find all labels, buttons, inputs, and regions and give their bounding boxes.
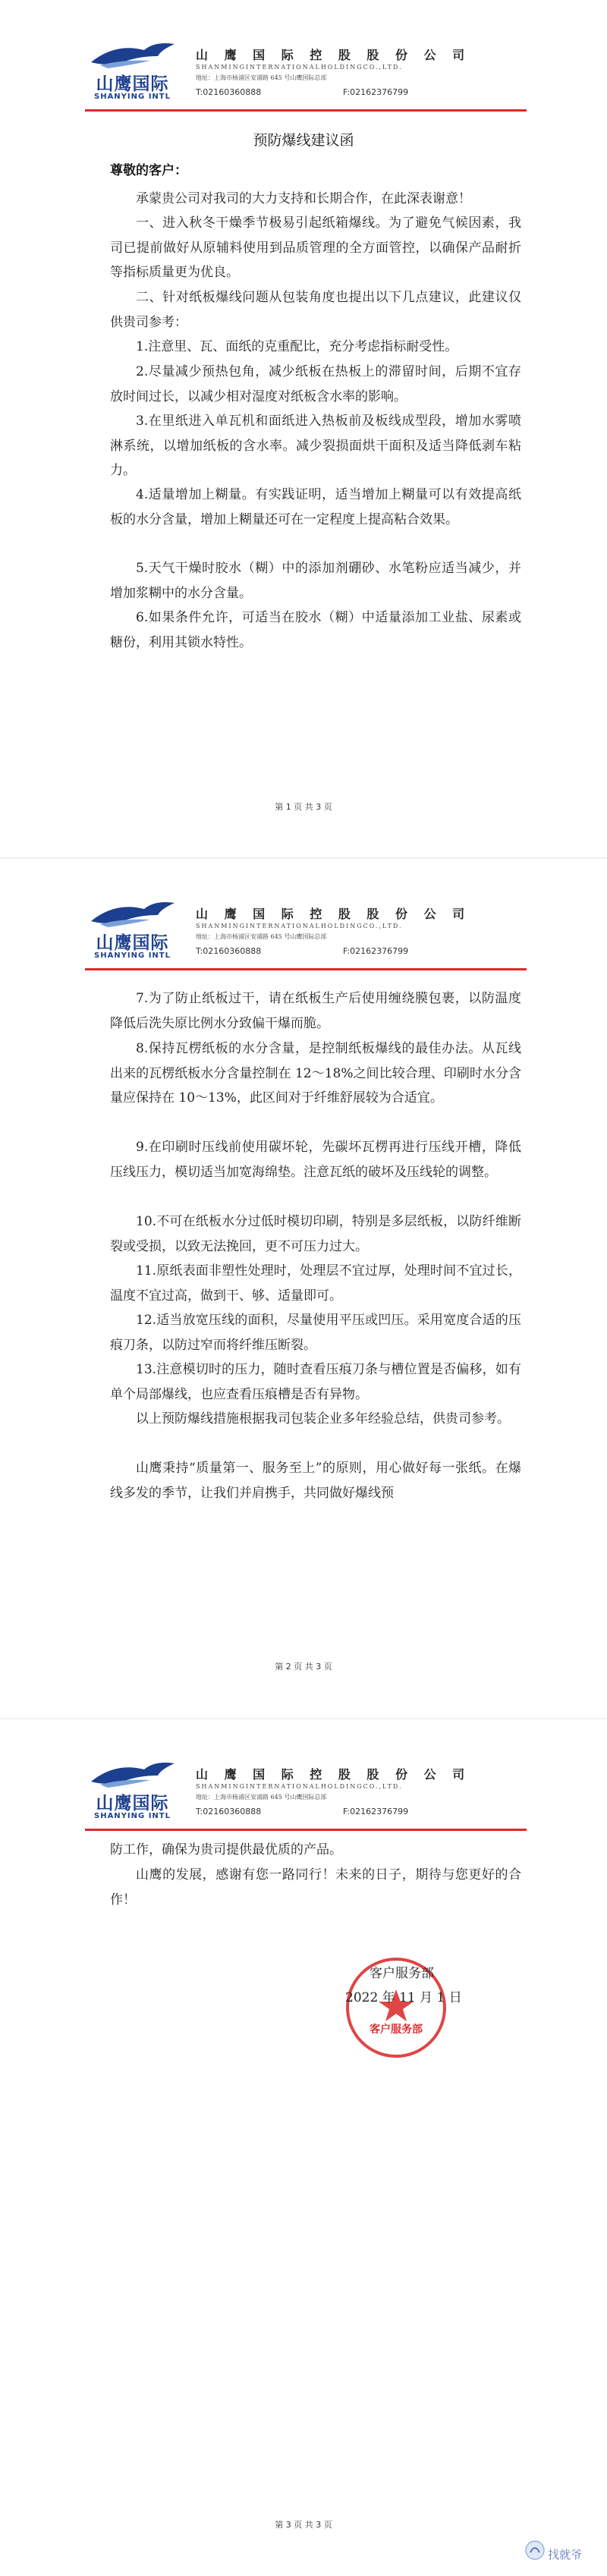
paragraph: 1.注意里、瓦、面纸的克重配比，充分考虑指标耐受性。 bbox=[136, 339, 458, 354]
paragraph: 一、进入秋冬干燥季节极易引起纸箱爆线。为了避免气候因素，我司已提前做好从原辅料使用到品质管理的全方面管控，以确保产品耐折等指标质量更为优良。 bbox=[110, 215, 521, 280]
eagle-icon bbox=[85, 39, 180, 71]
paragraph: 山鹰的发展，感谢有您一路同行！未来的日子，期待与您更好的合作！ bbox=[110, 1867, 521, 1908]
company-tel: T:02160360888 bbox=[196, 87, 262, 97]
watermark-text: 找就爷 bbox=[548, 2548, 583, 2562]
header-divider bbox=[85, 109, 527, 112]
company-name-en: SHANMINGINTERNATIONALHOLDINGCO.,LTD. bbox=[196, 1783, 403, 1790]
salutation: 尊敬的客户： bbox=[110, 163, 187, 178]
letterhead bbox=[0, 859, 607, 973]
company-logo bbox=[85, 898, 180, 968]
page-number: 第 3 页 共 3 页 bbox=[275, 2520, 332, 2530]
paragraph: 5.天气干燥时胶水（糊）中的添加剂硼砂、水笔粉应适当减少，并增加浆糊中的水分含量。 bbox=[110, 561, 521, 601]
logo-text-en: SHANYING INTL bbox=[94, 951, 171, 960]
company-logo bbox=[85, 1759, 180, 1829]
logo-text-cn: 山鹰国际 bbox=[96, 1794, 169, 1813]
company-logo bbox=[85, 39, 180, 109]
page-number: 第 2 页 共 3 页 bbox=[275, 1662, 332, 1672]
company-tel: T:02160360888 bbox=[196, 946, 262, 956]
company-name-cn: 山 鹰 国 际 控 股 股 份 公 司 bbox=[196, 1767, 471, 1782]
paragraph: 4.适量增加上糊量。有实践证明，适当增加上糊量可以有效提高纸板的水分含量，增加上糊量还可在一定程度上提高粘合效果。 bbox=[110, 487, 521, 527]
letter-title: 预防爆线建议函 bbox=[253, 132, 354, 149]
letterhead bbox=[0, 1719, 607, 1833]
company-address: 地址：上海市杨浦区安浦路 645 号山鹰国际总部 bbox=[196, 933, 327, 940]
eagle-icon bbox=[85, 1759, 180, 1791]
company-address: 地址：上海市杨浦区安浦路 645 号山鹰国际总部 bbox=[196, 1794, 327, 1801]
page-number: 第 1 页 共 3 页 bbox=[275, 802, 332, 812]
paragraph: 8.保持瓦楞纸板的水分含量，是控制纸板爆线的最佳办法。从瓦线出来的瓦楞纸板水分含量控制在 12～18%之间比较合理、印刷时水分含量应保持在 10～13%，此区间对于纤维舒展较为合适宜。 bbox=[110, 1041, 521, 1106]
watermark-icon bbox=[524, 2539, 546, 2562]
watermark bbox=[524, 2539, 599, 2569]
seal-text: 客户服务部 bbox=[370, 2024, 423, 2036]
paragraph: 3.在里纸进入单瓦机和面纸进入热板前及板线成型段，增加水雾喷淋系统，以增加纸板的含水率。减少裂损面烘干面积及适当降低剥车粘力。 bbox=[110, 414, 521, 478]
paragraph: 13.注意模切时的压力，随时查看压痕刀条与槽位置是否偏移，如有单个局部爆线，也应查看压痕槽是否有异物。 bbox=[110, 1362, 521, 1402]
paragraph: 防工作，确保为贵司提供最优质的产品。 bbox=[110, 1842, 342, 1857]
paragraph: 山鹰秉持“质量第一、服务至上”的原则，用心做好每一张纸。在爆线多发的季节，让我们并肩携手，共同做好爆线预 bbox=[110, 1461, 521, 1501]
company-address: 地址：上海市杨浦区安浦路 645 号山鹰国际总部 bbox=[196, 74, 327, 81]
company-fax: F:02162376799 bbox=[343, 1807, 409, 1816]
paragraph: 7.为了防止纸板过干，请在纸板生产后使用缠绕膜包裹，以防温度降低后洗失原比例水分致偏干爆而脆。 bbox=[110, 991, 521, 1031]
eagle-icon bbox=[85, 898, 180, 930]
company-name-cn: 山 鹰 国 际 控 股 股 份 公 司 bbox=[196, 48, 471, 62]
header-divider bbox=[85, 968, 527, 970]
paragraph: 以上预防爆线措施根据我司包装企业多年经验总结，供贵司参考。 bbox=[136, 1411, 510, 1426]
company-name-cn: 山 鹰 国 际 控 股 股 份 公 司 bbox=[196, 907, 471, 921]
page-3 bbox=[0, 1719, 607, 2576]
company-tel: T:02160360888 bbox=[196, 1807, 262, 1816]
letterhead bbox=[0, 0, 607, 114]
company-name-en: SHANMINGINTERNATIONALHOLDINGCO.,LTD. bbox=[196, 64, 403, 71]
paragraph: 二、针对纸板爆线问题从包装角度也提出以下几点建议，此建议仅供贵司参考： bbox=[110, 290, 521, 330]
paragraph: 6.如果条件允许，可适当在胶水（糊）中适量添加工业盐、尿素或糖份，利用其锁水特性。 bbox=[110, 610, 521, 650]
paragraph: 10.不可在纸板水分过低时模切印刷，特别是多层纸板，以防纤维断裂或受损，以致无法挽回，更不可压力过大。 bbox=[110, 1214, 521, 1254]
logo-text-en: SHANYING INTL bbox=[94, 1812, 171, 1820]
page-2 bbox=[0, 859, 607, 1718]
logo-text-en: SHANYING INTL bbox=[94, 93, 171, 101]
paragraph: 11.原纸表面非塑性处理时，处理层不宜过厚，处理时间不宜过长，温度不宜过高，做到干、够、适量即可。 bbox=[110, 1263, 521, 1304]
logo-text-cn: 山鹰国际 bbox=[96, 74, 169, 94]
page-1 bbox=[0, 0, 607, 857]
paragraph: 12.适当放宽压线的面积，尽量使用平压或凹压。采用宽度合适的压痕刀条，以防过窄而将纤维压断裂。 bbox=[110, 1313, 521, 1353]
signature-department: 客户服务部 bbox=[370, 1966, 434, 1981]
company-fax: F:02162376799 bbox=[343, 946, 409, 956]
paragraph: 2.尽量减少预热包角，减少纸板在热板上的滞留时间，后期不宜存放时间过长，以减少相对湿度对纸板含水率的影响。 bbox=[110, 364, 521, 404]
company-name-en: SHANMINGINTERNATIONALHOLDINGCO.,LTD. bbox=[196, 923, 403, 929]
signature-date: 2022 年 11 月 1 日 bbox=[345, 1990, 462, 2005]
header-divider bbox=[85, 1829, 527, 1831]
paragraph: 9.在印刷时压线前使用碳坏轮，先碳坏瓦楞再进行压线开槽，降低压线压力，模切适当加宽海绵垫。注意瓦纸的破坏及压线轮的调整。 bbox=[110, 1140, 521, 1180]
paragraph: 承蒙贵公司对我司的大力支持和长期合作，在此深表谢意！ bbox=[136, 191, 471, 206]
logo-text-cn: 山鹰国际 bbox=[96, 933, 169, 953]
company-fax: F:02162376799 bbox=[343, 87, 409, 97]
